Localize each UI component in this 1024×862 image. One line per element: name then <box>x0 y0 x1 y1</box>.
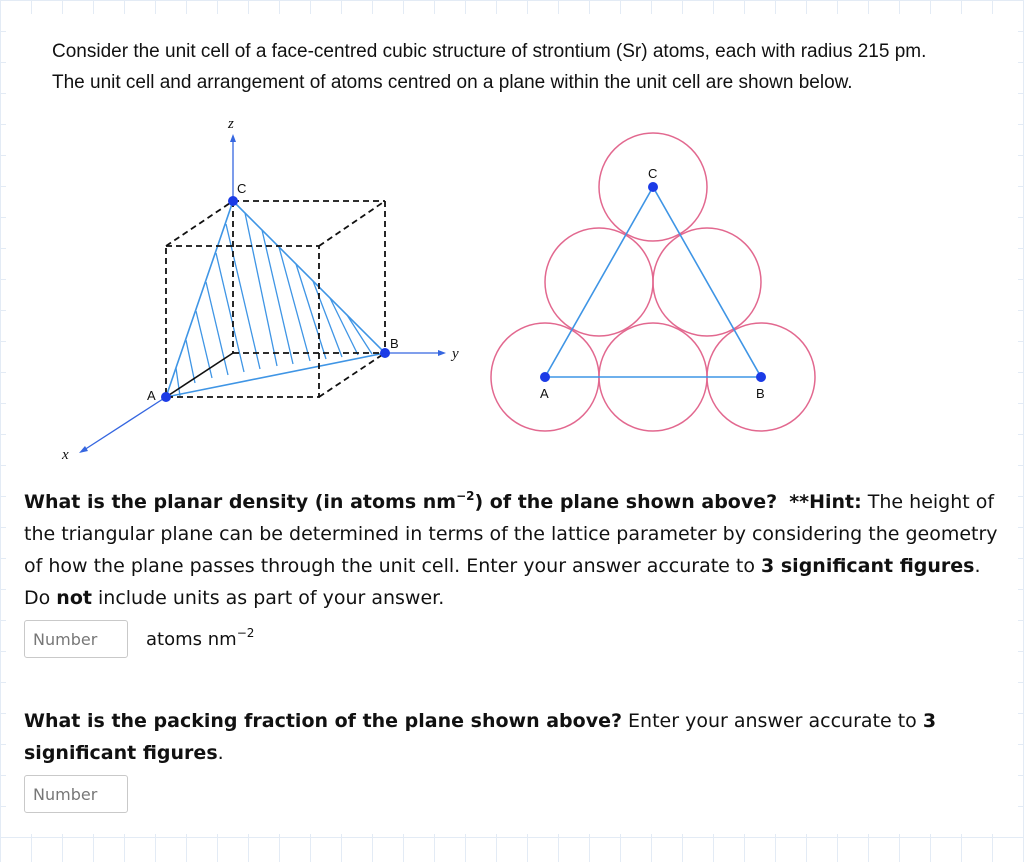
intro-line-1: Consider the unit cell of a face-centred cubic structure of strontium (Sr) atoms, each with radius 215 pm. <box>52 41 927 62</box>
q1-not: not <box>56 587 92 609</box>
unit-cell-diagram <box>61 116 459 463</box>
intro-line-2: The unit cell and arrangement of atoms centred on a plane within the unit cell are shown below. <box>52 72 853 93</box>
x-axis-label: x <box>62 447 69 463</box>
plane-point-c <box>648 182 658 192</box>
packing-fraction-input[interactable] <box>24 775 128 813</box>
plane-atom-diagram <box>491 133 815 431</box>
unit-cell-label-a: A <box>147 388 156 403</box>
q1-bold-lead: What is the planar density (in atoms nm <box>24 491 457 513</box>
unit-cell-label-b: B <box>390 336 399 351</box>
q1-sig-figs: 3 significant figures <box>761 555 975 577</box>
figure-svg <box>0 100 1024 480</box>
hatched-plane <box>166 201 385 397</box>
y-axis-label: y <box>452 346 459 362</box>
figure <box>0 100 1024 480</box>
density-unit-label <box>146 625 255 650</box>
q1-bold-tail: ) of the plane shown above? <box>474 491 778 513</box>
q2-text: Enter your answer accurate to <box>622 710 923 732</box>
plane-point-a <box>540 372 550 382</box>
question-2-text <box>24 705 1009 769</box>
q1-hint-text: The height of the triangular plane can be determined in terms of the lattice parameter by considering the geometry of how the plane passes through the unit cell. Enter your answer accurate to <box>24 491 998 577</box>
unit-cell-point-b <box>380 348 390 358</box>
planar-density-input[interactable] <box>24 620 128 658</box>
q1-end-text: include units as part of your answer. <box>91 587 445 609</box>
q1-bold-sup: −2 <box>456 489 475 503</box>
plane-label-a: A <box>540 386 549 401</box>
plane-label-b: B <box>756 386 765 401</box>
unit-cell-point-c <box>228 196 238 206</box>
unit-sup: −2 <box>236 625 255 640</box>
unit-cell-label-c: C <box>237 181 247 196</box>
answer-row-2 <box>24 775 128 813</box>
q2-end: . <box>217 742 224 764</box>
q2-sig-figs: 3 significant figures <box>24 710 937 764</box>
unit-base: atoms nm <box>146 628 237 650</box>
question-1-text <box>24 486 1009 614</box>
plane-point-b <box>756 372 766 382</box>
problem-intro <box>52 36 1002 98</box>
q1-hint-label: **Hint: <box>789 491 862 513</box>
q2-bold-text: What is the packing fraction of the plane shown above? <box>24 710 622 732</box>
answer-row-1 <box>24 620 254 658</box>
unit-cell-point-a <box>161 392 171 402</box>
q1-after-sig: . Do <box>24 555 981 609</box>
z-axis-label: z <box>228 116 234 132</box>
plane-label-c: C <box>648 166 658 181</box>
